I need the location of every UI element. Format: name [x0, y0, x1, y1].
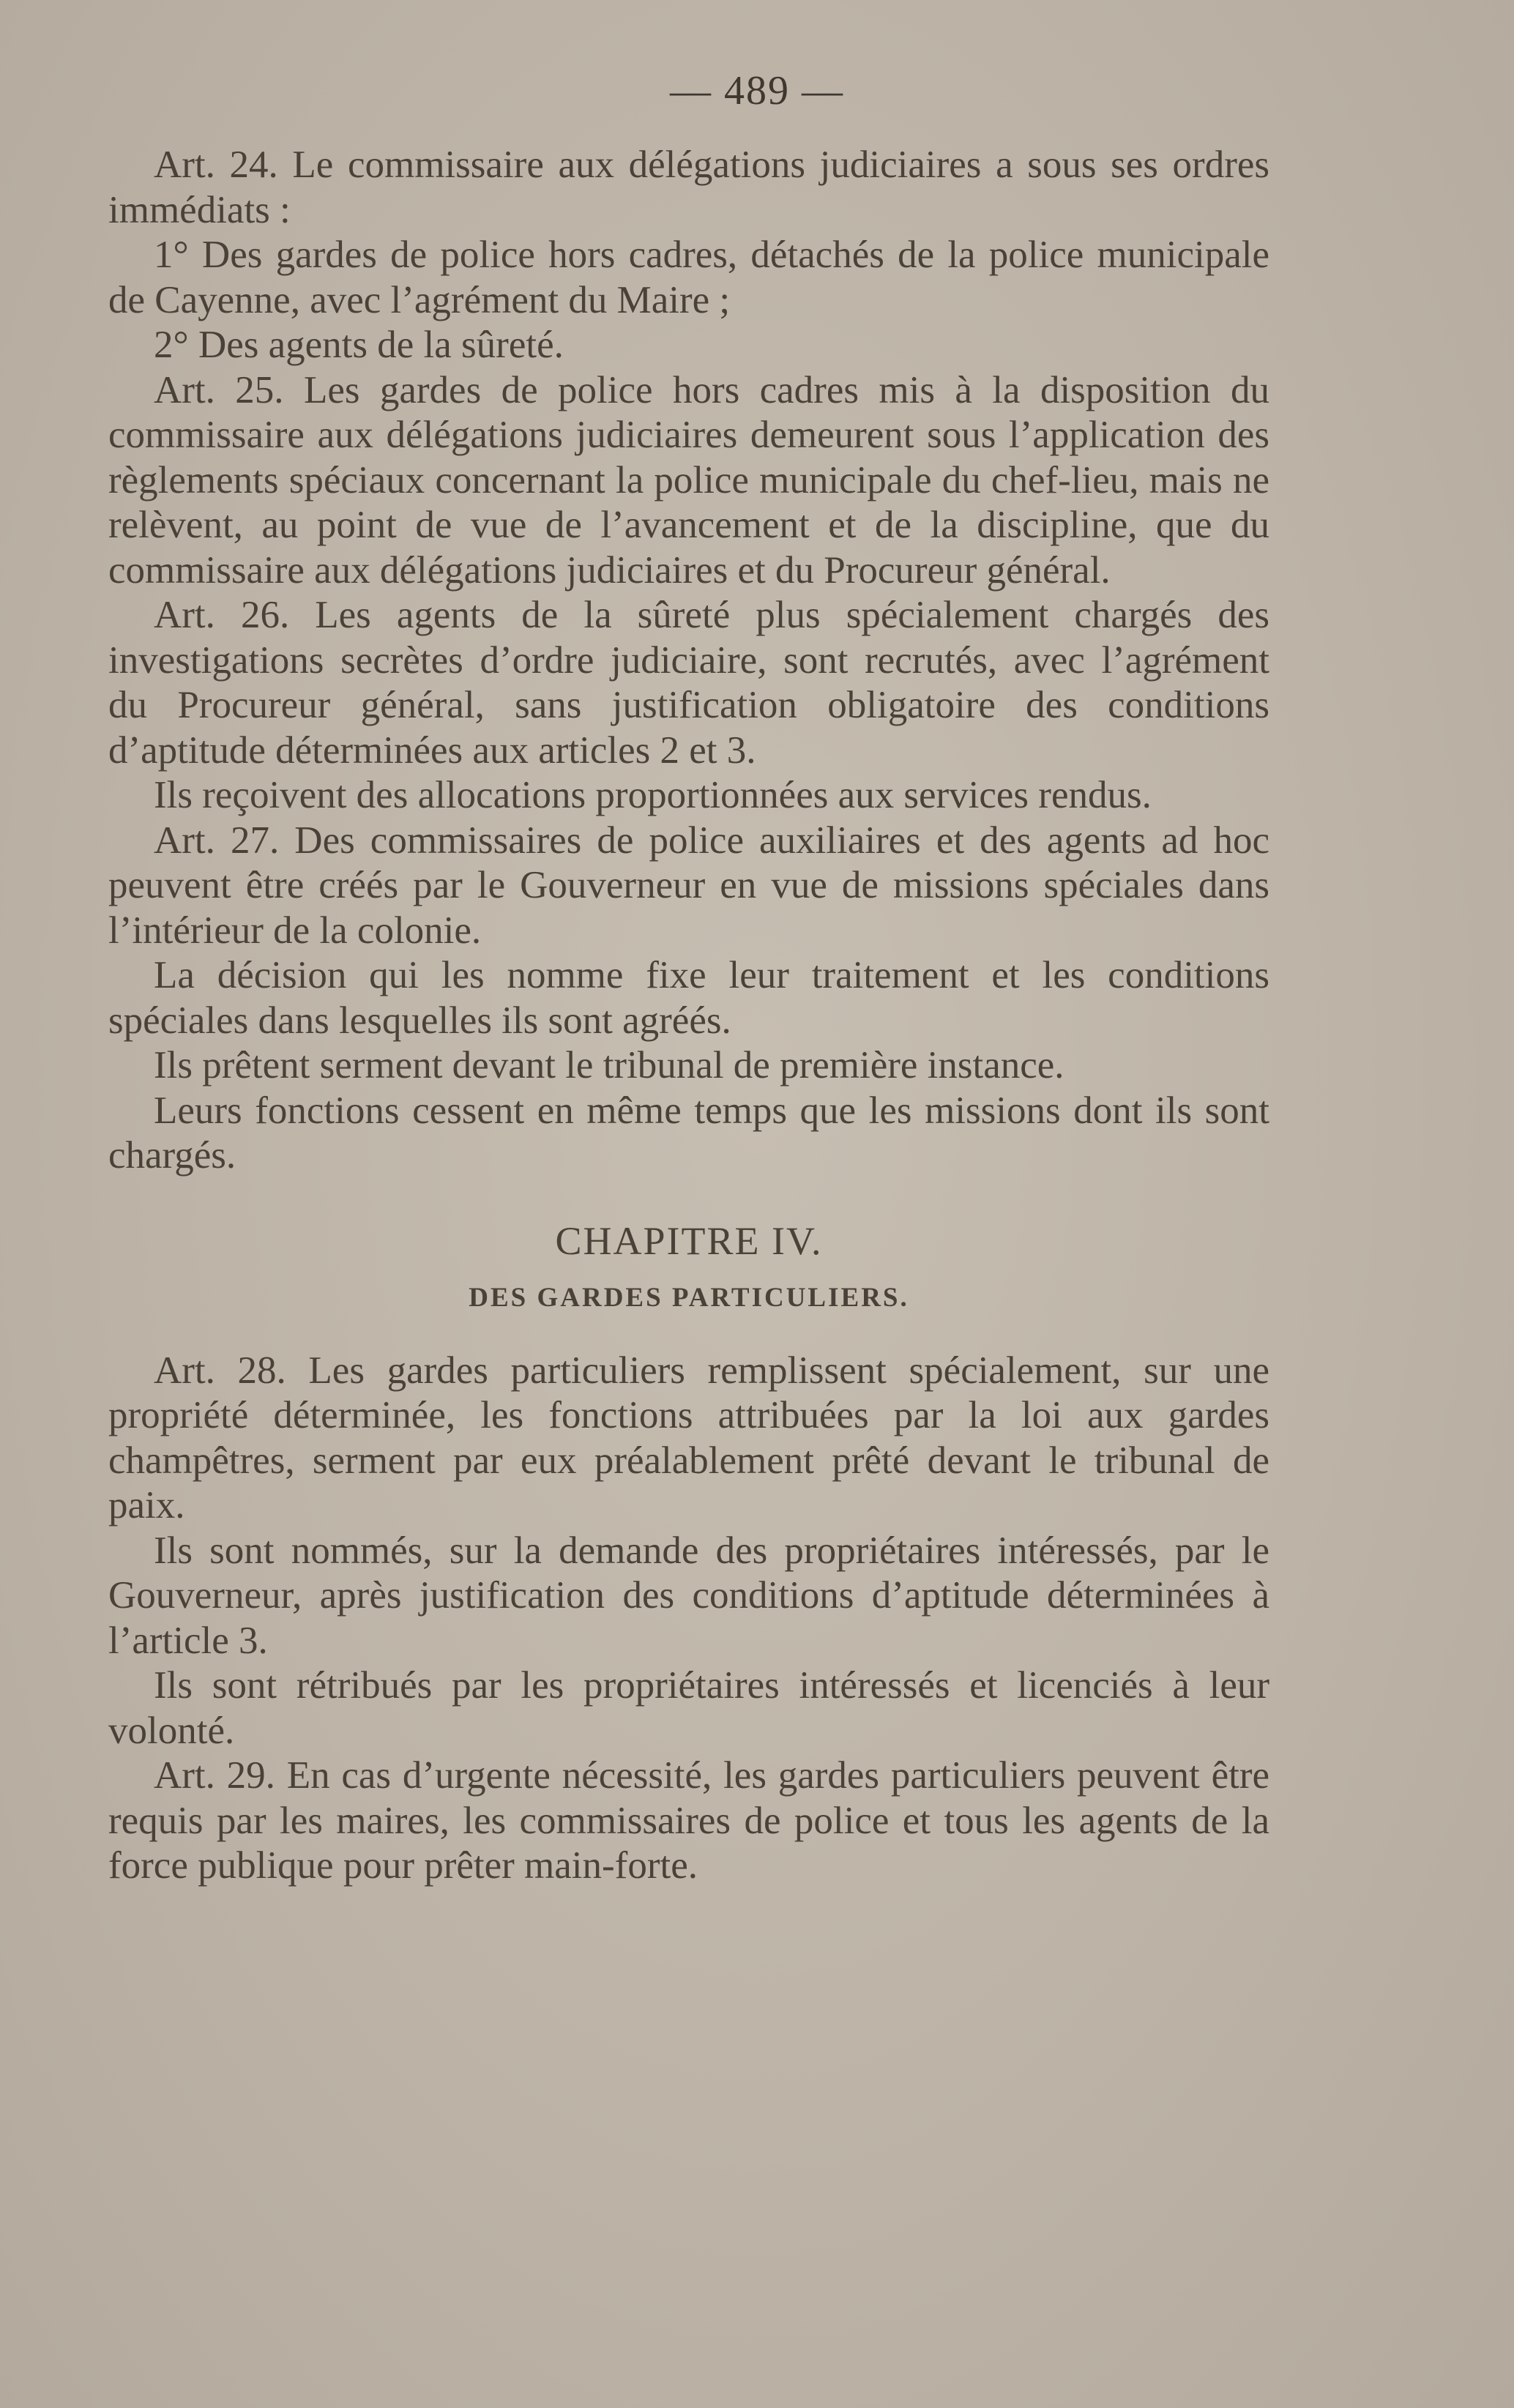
chapter-title: CHAPITRE IV. [555, 1218, 823, 1263]
paragraph-nommes: Ils sont nommés, sur la demande des propriétaires intéressés, par le Gouverneur, après justification des conditions d’aptitude déterminées à l’article 3. [108, 1529, 1269, 1662]
paragraph-fonctions: Leurs fonctions cessent en même temps que les missions dont ils sont chargés. [108, 1089, 1269, 1177]
paragraph-art-29: Art. 29. En cas d’urgente nécessité, les gardes particuliers peuvent être requis par les maires, les commissaires de police et tous les agents de la force publique pour prêter main-forte. [108, 1754, 1269, 1887]
paragraph-serment: Ils prêtent serment devant le tribunal de première instance. [154, 1044, 1064, 1086]
paragraph-art-28: Art. 28. Les gardes particuliers remplissent spécialement, sur une propriété déterminée, les fonctions attribuées par la loi aux gardes champêtres, serment par eux préalablement prêté devant le tribunal de paix. [108, 1349, 1269, 1527]
paragraph-item-2: 2° Des agents de la sûreté. [154, 324, 564, 366]
paragraph-allocations: Ils reçoivent des allocations proportionnées aux services rendus. [154, 774, 1152, 816]
paragraph-art-25: Art. 25. Les gardes de police hors cadres mis à la disposition du commissaire aux délégations judiciaires demeurent sous l’application des règlements spéciaux concernant la police municipale du chef-lieu, mais ne relèvent, au point de vue de l’avancement et de la discipline, que du commissaire aux délégations judiciaires et du Procureur général. [108, 368, 1269, 592]
paragraph-decision: La décision qui les nomme fixe leur traitement et les conditions spéciales dans lesquelles ils sont agréés. [108, 954, 1269, 1042]
chapter-subtitle: DES GARDES PARTICULIERS. [469, 1282, 909, 1313]
paragraph-retribues: Ils sont rétribués par les propriétaires intéressés et licenciés à leur volonté. [108, 1664, 1269, 1752]
paragraph-item-1: 1° Des gardes de police hors cadres, détachés de la police municipale de Cayenne, avec l’agrément du Maire ; [108, 234, 1269, 321]
page-number: — 489 — [670, 68, 844, 113]
paragraph-art-24: Art. 24. Le commissaire aux délégations judiciaires a sous ses ordres immédiats : [108, 143, 1269, 231]
body-text [108, 143, 1269, 1889]
paragraph-art-26: Art. 26. Les agents de la sûreté plus spécialement chargés des investigations secrètes d’ordre judiciaire, sont recrutés, avec l’agrément du Procureur général, sans justification obligatoire des conditions d’aptitude déterminées aux articles 2 et 3. [108, 594, 1269, 772]
paragraph-art-27: Art. 27. Des commissaires de police auxiliaires et des agents ad hoc peuvent être créés par le Gouverneur en vue de missions spéciales dans l’intérieur de la colonie. [108, 819, 1269, 952]
